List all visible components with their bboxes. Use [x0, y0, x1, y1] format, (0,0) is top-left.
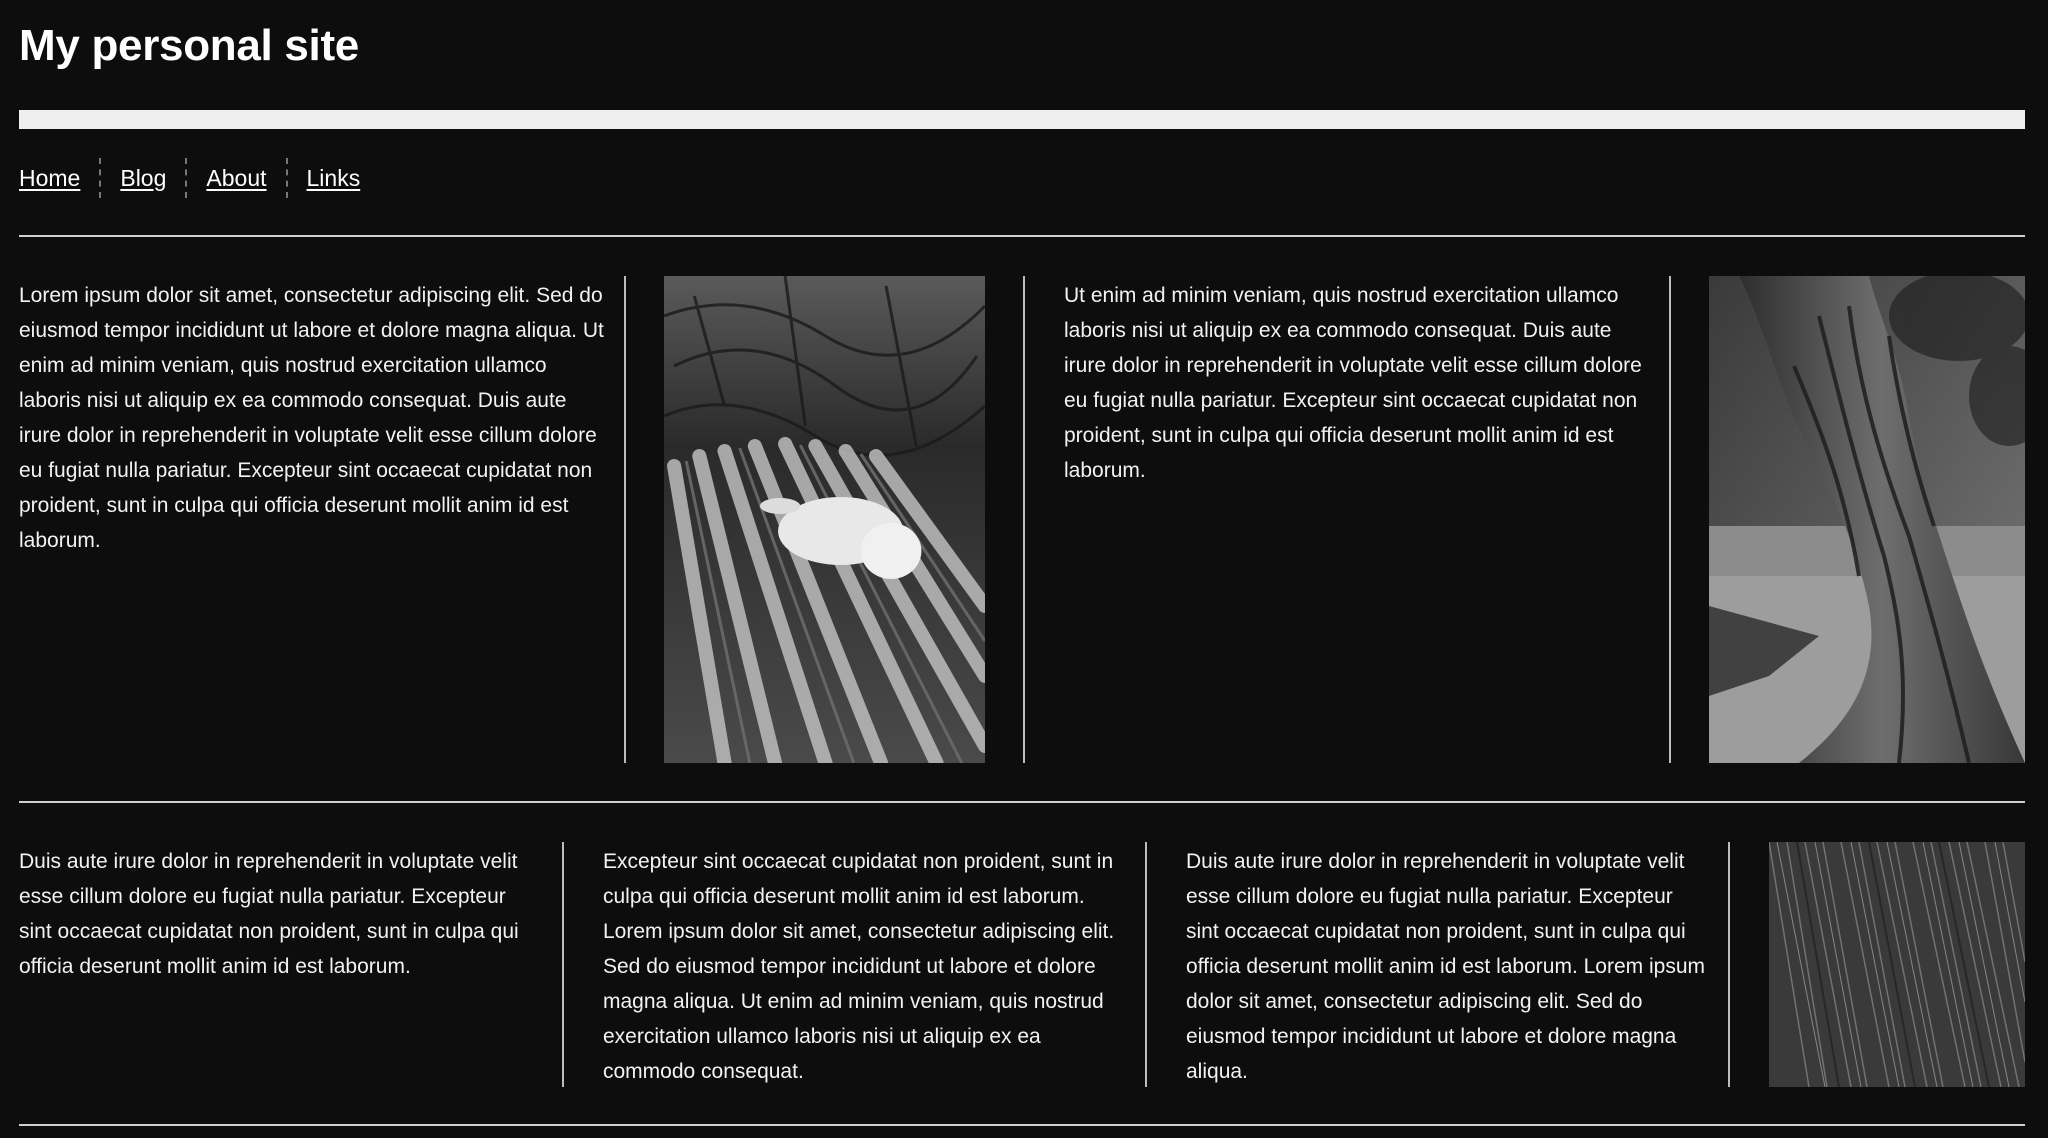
row1-text-cell-2 — [1025, 276, 1669, 763]
header-bar — [19, 110, 2025, 129]
row2-text-cell-2 — [564, 842, 1145, 1087]
row1-image-cell-2 — [1671, 276, 2025, 763]
site-title: My personal site — [19, 21, 359, 70]
content-row-2 — [19, 842, 2025, 1087]
nav-link-blog[interactable]: Blog — [99, 158, 185, 198]
row1-paragraph-1: Lorem ipsum dolor sit amet, consectetur adipiscing elit. Sed do eiusmod tempor incididunt ut labore et dolore magna aliqua. Ut enim ad minim veniam, quis nostrud exercitation ullamco laboris nisi ut aliquip ex ea commodo consequat. Duis aute irure dolor in reprehenderit in voluptate velit esse cillum dolore eu fugiat nulla pariatur. Excepteur sint occaecat cupidatat non proident, sunt in culpa qui officia deserunt mollit anim id est laborum. — [19, 284, 604, 552]
nav-link-about[interactable]: About — [185, 158, 285, 198]
texture-photo — [1769, 842, 2025, 1087]
divider-middle — [19, 801, 2025, 803]
row1-paragraph-2: Ut enim ad minim veniam, quis nostrud exercitation ullamco laboris nisi ut aliquip ex ea commodo consequat. Duis aute irure dolor in reprehenderit in voluptate velit esse cillum dolore eu fugiat nulla pariatur. Excepteur sint occaecat cupidatat non proident, sunt in culpa qui officia deserunt mollit anim id est laborum. — [1064, 284, 1642, 482]
row1-image-cell-1 — [626, 276, 1023, 763]
row2-text-cell-1 — [19, 842, 562, 1087]
content-row-1 — [19, 276, 2025, 763]
olive-tree-photo — [1709, 276, 2025, 763]
row2-image-cell — [1730, 842, 2025, 1087]
divider-bottom — [19, 1124, 2025, 1126]
divider-top — [19, 235, 2025, 237]
main-nav — [19, 158, 379, 198]
row1-text-cell-1 — [19, 276, 624, 763]
nav-link-links[interactable]: Links — [286, 158, 380, 198]
row2-text-cell-3 — [1147, 842, 1728, 1087]
nav-link-home[interactable]: Home — [19, 165, 81, 191]
row2-paragraph-2: Excepteur sint occaecat cupidatat non proident, sunt in culpa qui officia deserunt mollit anim id est laborum. Lorem ipsum dolor sit amet, consectetur adipiscing elit. Sed do eiusmod tempor incididunt ut labore et dolore magna aliqua. Ut enim ad minim veniam, quis nostrud exercitation ullamco laboris nisi ut aliquip ex ea commodo consequat. — [603, 850, 1115, 1083]
row2-paragraph-1: Duis aute irure dolor in reprehenderit in voluptate velit esse cillum dolore eu fugiat nulla pariatur. Excepteur sint occaecat cupidatat non proident, sunt in culpa qui officia deserunt mollit anim id est laborum. — [19, 850, 519, 978]
row2-paragraph-3: Duis aute irure dolor in reprehenderit in voluptate velit esse cillum dolore eu fugiat nulla pariatur. Excepteur sint occaecat cupidatat non proident, sunt in culpa qui officia deserunt mollit anim id est laborum. Lorem ipsum dolor sit amet, consectetur adipiscing elit. Sed do eiusmod tempor incididunt ut labore et dolore magna aliqua. — [1186, 850, 1706, 1083]
cat-on-bench-photo — [664, 276, 985, 763]
